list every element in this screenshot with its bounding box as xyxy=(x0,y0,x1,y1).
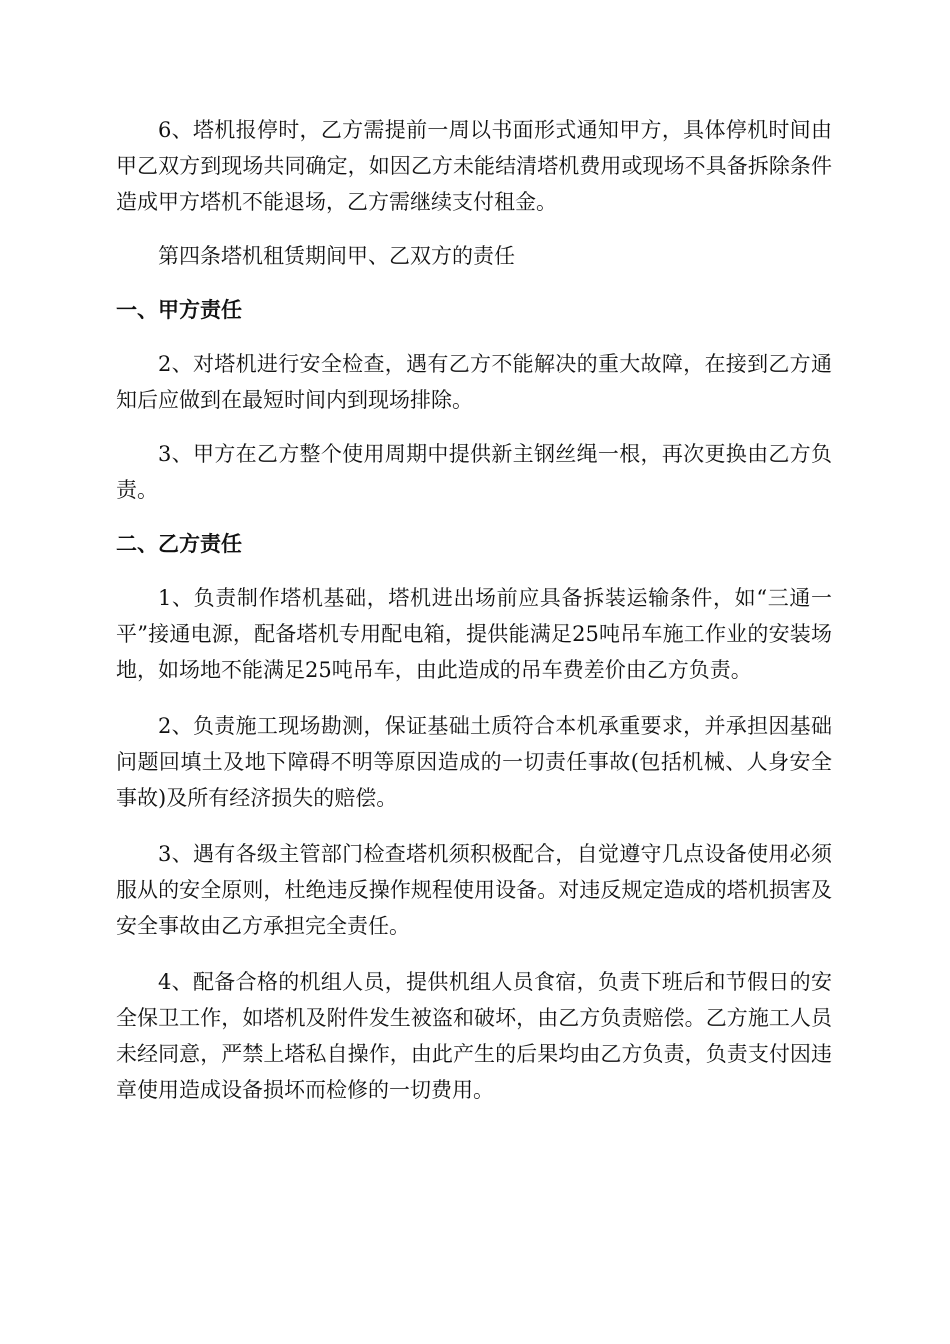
section-party-a-heading: 一、甲方责任 xyxy=(116,298,242,322)
document-page xyxy=(116,112,832,1108)
party-b-item-4: 4、配备合格的机组人员，提供机组人员食宿，负责下班后和节假日的安全保卫工作，如塔机及附件发生被盗和破坏，由乙方负责赔偿。乙方施工人员未经同意，严禁上塔私自操作，由此产生的后果均由乙方负责，负责支付因违章使用造成设备损坏而检修的一切费用。 xyxy=(116,970,832,1102)
party-a-item-2: 2、对塔机进行安全检查，遇有乙方不能解决的重大故障，在接到乙方通知后应做到在最短时间内到现场排除。 xyxy=(116,352,832,412)
section-party-b-heading: 二、乙方责任 xyxy=(116,532,242,556)
article-4-title: 第四条塔机租赁期间甲、乙双方的责任 xyxy=(158,244,515,268)
party-a-item-3: 3、甲方在乙方整个使用周期中提供新主钢丝绳一根，再次更换由乙方负责。 xyxy=(116,442,832,502)
party-b-item-1: 1、负责制作塔机基础，塔机进出场前应具备拆装运输条件，如“三通一平”接通电源，配备塔机专用配电箱，提供能满足25吨吊车施工作业的安装场地，如场地不能满足25吨吊车，由此造成的吊车费差价由乙方负责。 xyxy=(116,586,832,682)
party-b-item-3: 3、遇有各级主管部门检查塔机须积极配合，自觉遵守几点设备使用必须服从的安全原则，杜绝违反操作规程使用设备。对违反规定造成的塔机损害及安全事故由乙方承担完全责任。 xyxy=(116,842,832,938)
clause-6-paragraph: 6、塔机报停时，乙方需提前一周以书面形式通知甲方，具体停机时间由甲乙双方到现场共同确定，如因乙方未能结清塔机费用或现场不具备拆除条件造成甲方塔机不能退场，乙方需继续支付租金。 xyxy=(116,118,832,214)
party-b-item-2: 2、负责施工现场勘测，保证基础土质符合本机承重要求，并承担因基础问题回填土及地下障碍不明等原因造成的一切责任事故(包括机械、人身安全事故)及所有经济损失的赔偿。 xyxy=(116,714,832,810)
